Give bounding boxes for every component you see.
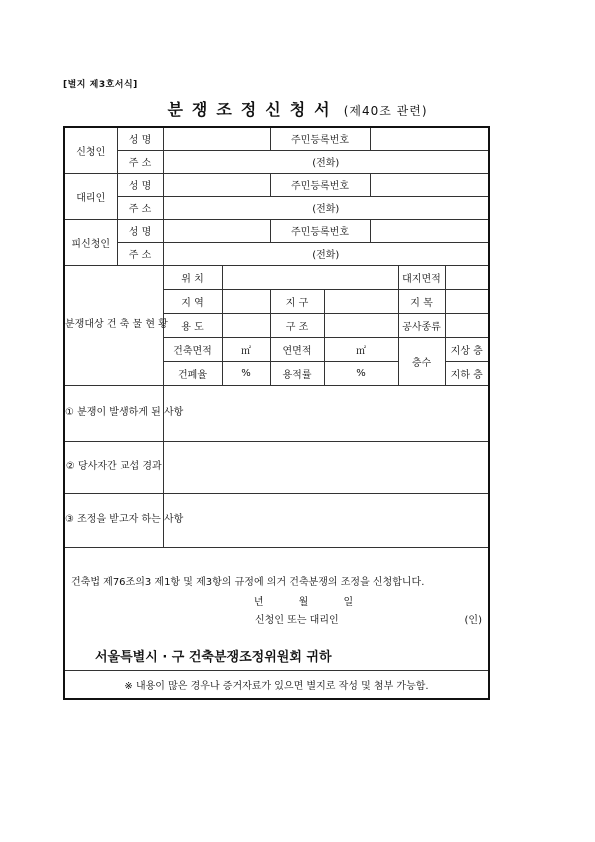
use-field[interactable] (222, 313, 270, 337)
site-area-field[interactable] (445, 265, 489, 289)
coverage-ratio-field[interactable]: % (222, 361, 270, 385)
negotiation-history-label: ② 당사자간 교섭 경과 (64, 441, 163, 493)
agent-phone-label: (전화) (312, 204, 340, 215)
mediation-request-label: ③ 조정을 받고자 하는 사항 (64, 493, 163, 547)
building-area-label: 건축면적 (163, 337, 222, 361)
form-title (0, 97, 595, 120)
agent-resident-no-field[interactable] (370, 173, 489, 196)
structure-label: 구 조 (270, 313, 324, 337)
use-label: 용 도 (163, 313, 222, 337)
applicant-label: 신청인 (64, 127, 117, 173)
floors-label: 층수 (398, 337, 445, 385)
form-number-label: [별지 제3호서식] (63, 80, 138, 90)
respondent-name-field[interactable] (163, 219, 270, 242)
location-label: 위 치 (163, 265, 222, 289)
agent-resident-no-label: 주민등록번호 (270, 173, 370, 196)
total-floor-area-field[interactable]: ㎡ (324, 337, 398, 361)
addressee: 서울특별시 · 구 건축분쟁조정위원회 귀하 (95, 649, 332, 665)
footnote: ※ 내용이 많은 경우나 증거자료가 있으면 별지로 작성 및 첨부 가능함. (64, 670, 489, 699)
statement-block (64, 547, 489, 670)
applicant-resident-no-label: 주민등록번호 (270, 127, 370, 150)
building-area-field[interactable]: ㎡ (222, 337, 270, 361)
agent-label: 대리인 (64, 173, 117, 219)
respondent-address-label: 주 소 (117, 242, 163, 265)
dispute-cause-label: ① 분쟁이 발생하게 된 사항 (64, 385, 163, 441)
total-floor-area-label: 연면적 (270, 337, 324, 361)
application-form-table (63, 126, 490, 700)
applicant-resident-no-field[interactable] (370, 127, 489, 150)
applicant-name-label: 성 명 (117, 127, 163, 150)
respondent-resident-no-label: 주민등록번호 (270, 219, 370, 242)
mediation-request-field[interactable] (163, 493, 489, 547)
agent-name-label: 성 명 (117, 173, 163, 196)
dispute-cause-field[interactable] (163, 385, 489, 441)
land-category-label: 지 목 (398, 289, 445, 313)
region-label: 지 역 (163, 289, 222, 313)
structure-field[interactable] (324, 313, 398, 337)
public-notice-label: 공사종류 (398, 313, 445, 337)
agent-address-field[interactable] (163, 196, 489, 219)
statement-date[interactable]: 년 월 일 (253, 596, 370, 608)
above-ground-floors-field[interactable]: 지상 층 (445, 337, 489, 361)
respondent-name-label: 성 명 (117, 219, 163, 242)
seal-mark[interactable]: (인) (464, 614, 482, 626)
site-area-label: 대지면적 (398, 265, 445, 289)
floor-area-ratio-field[interactable]: % (324, 361, 398, 385)
agent-name-field[interactable] (163, 173, 270, 196)
coverage-ratio-label: 건폐율 (163, 361, 222, 385)
applicant-name-field[interactable] (163, 127, 270, 150)
statement-text: 건축법 제76조의3 제1항 및 제3항의 규정에 의거 건축분쟁의 조정을 신청합니다. (71, 576, 425, 588)
agent-address-label: 주 소 (117, 196, 163, 219)
public-notice-field[interactable] (445, 313, 489, 337)
respondent-address-field[interactable] (163, 242, 489, 265)
region-field[interactable] (222, 289, 270, 313)
location-field[interactable] (222, 265, 398, 289)
respondent-phone-label: (전화) (312, 250, 340, 261)
respondent-label: 피신청인 (64, 219, 117, 265)
land-category-field[interactable] (445, 289, 489, 313)
district-field[interactable] (324, 289, 398, 313)
respondent-resident-no-field[interactable] (370, 219, 489, 242)
form-title-sub: (제40조 관련) (343, 104, 428, 118)
signer-label: 신청인 또는 대리인 (255, 614, 339, 626)
applicant-address-label: 주 소 (117, 150, 163, 173)
negotiation-history-field[interactable] (163, 441, 489, 493)
form-title-main: 분쟁조정신청서 (167, 100, 339, 119)
applicant-phone-label: (전화) (312, 158, 340, 169)
below-ground-floors-field[interactable]: 지하 층 (445, 361, 489, 385)
floor-area-ratio-label: 용적률 (270, 361, 324, 385)
district-label: 지 구 (270, 289, 324, 313)
building-status-label: 분쟁대상 건 축 물 현 황 (64, 265, 163, 385)
applicant-address-field[interactable] (163, 150, 489, 173)
